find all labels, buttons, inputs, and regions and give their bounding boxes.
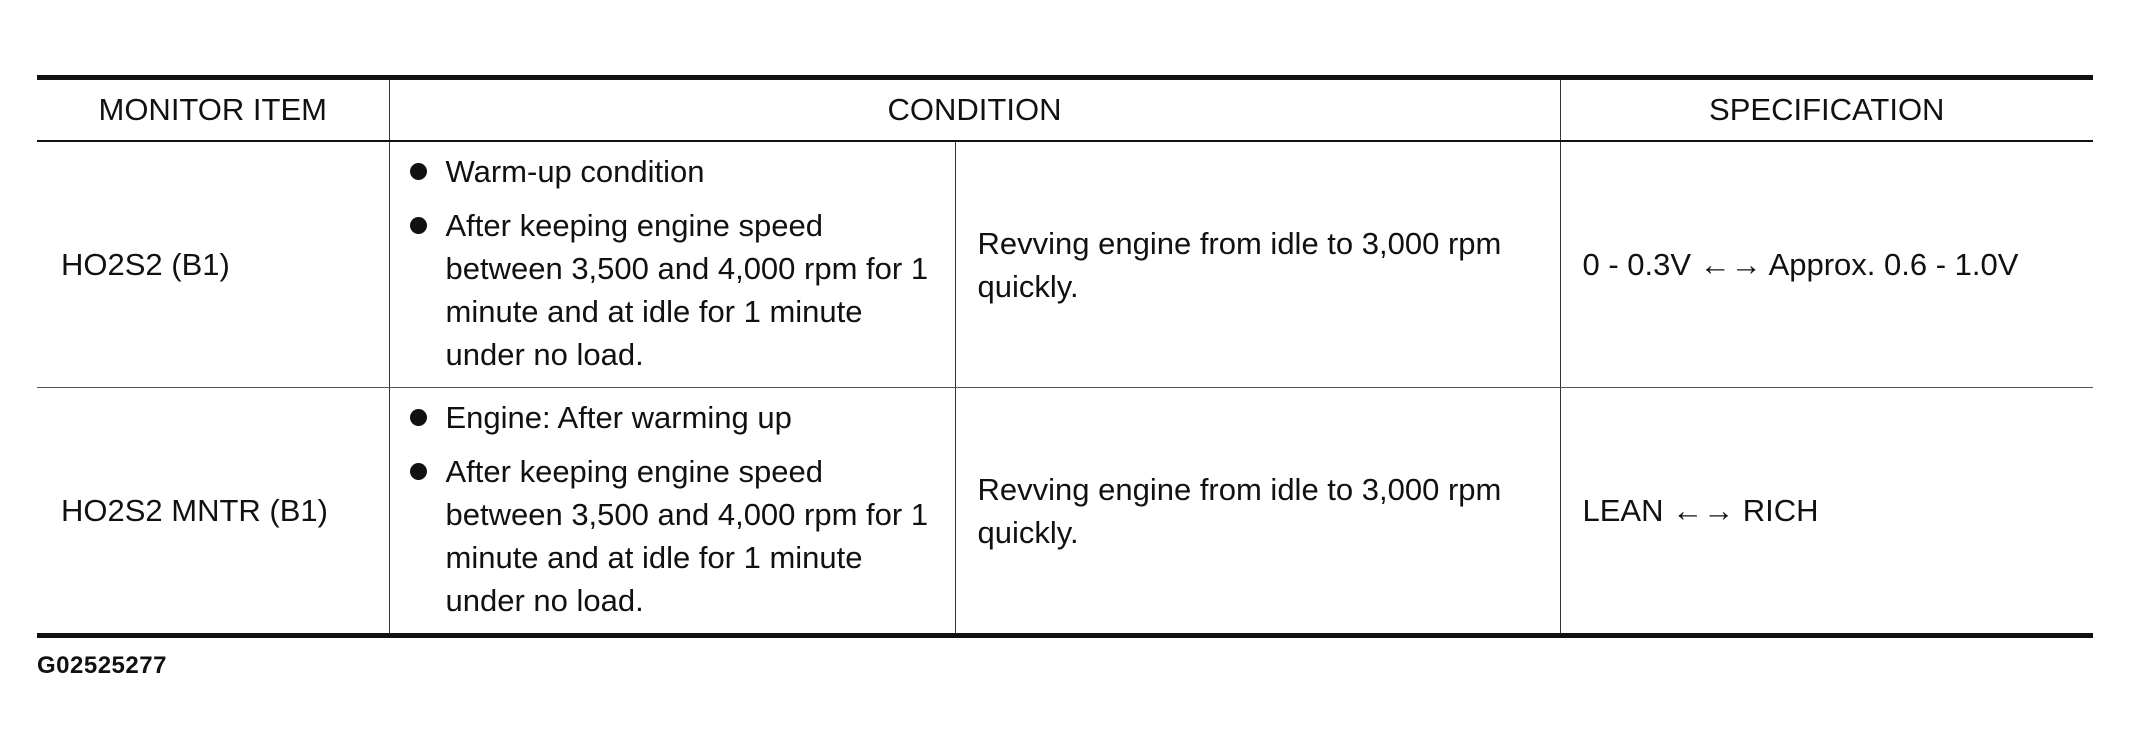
condition-list-cell [389, 388, 955, 636]
bullet-dot-icon [410, 163, 427, 180]
condition-bullet-item [410, 204, 947, 376]
figure-id: G02525277 [37, 652, 167, 679]
table-header-row [37, 78, 2093, 142]
condition-bullet-text: After keeping engine speed between 3,500 and 4,000 rpm for 1 minute and at idle for 1 minute under no load. [445, 454, 929, 618]
condition-bullet-text: After keeping engine speed between 3,500 and 4,000 rpm for 1 minute and at idle for 1 minute under no load. [445, 208, 929, 372]
specification-cell: 0 - 0.3V ←→ Approx. 0.6 - 1.0V [1560, 141, 2093, 388]
monitor-spec-table [37, 75, 2093, 638]
condition-bullet-text: Warm-up condition [445, 154, 705, 189]
condition-list [410, 396, 947, 622]
table-row [37, 388, 2093, 636]
condition-action-cell: Revving engine from idle to 3,000 rpm quickly. [955, 388, 1560, 636]
bullet-dot-icon [410, 463, 427, 480]
condition-bullet-item [410, 150, 947, 193]
condition-action-cell: Revving engine from idle to 3,000 rpm quickly. [955, 141, 1560, 388]
header-specification: SPECIFICATION [1560, 78, 2093, 142]
condition-bullet-item [410, 396, 947, 439]
header-monitor-item: MONITOR ITEM [37, 78, 389, 142]
condition-list-cell [389, 141, 955, 388]
condition-bullet-item [410, 450, 947, 622]
monitor-item-cell: HO2S2 (B1) [37, 141, 389, 388]
bullet-dot-icon [410, 409, 427, 426]
header-condition: CONDITION [389, 78, 1560, 142]
condition-bullet-text: Engine: After warming up [445, 400, 792, 435]
condition-list [410, 150, 947, 376]
specification-cell: LEAN ←→ RICH [1560, 388, 2093, 636]
monitor-item-cell: HO2S2 MNTR (B1) [37, 388, 389, 636]
bullet-dot-icon [410, 217, 427, 234]
table-row [37, 141, 2093, 388]
